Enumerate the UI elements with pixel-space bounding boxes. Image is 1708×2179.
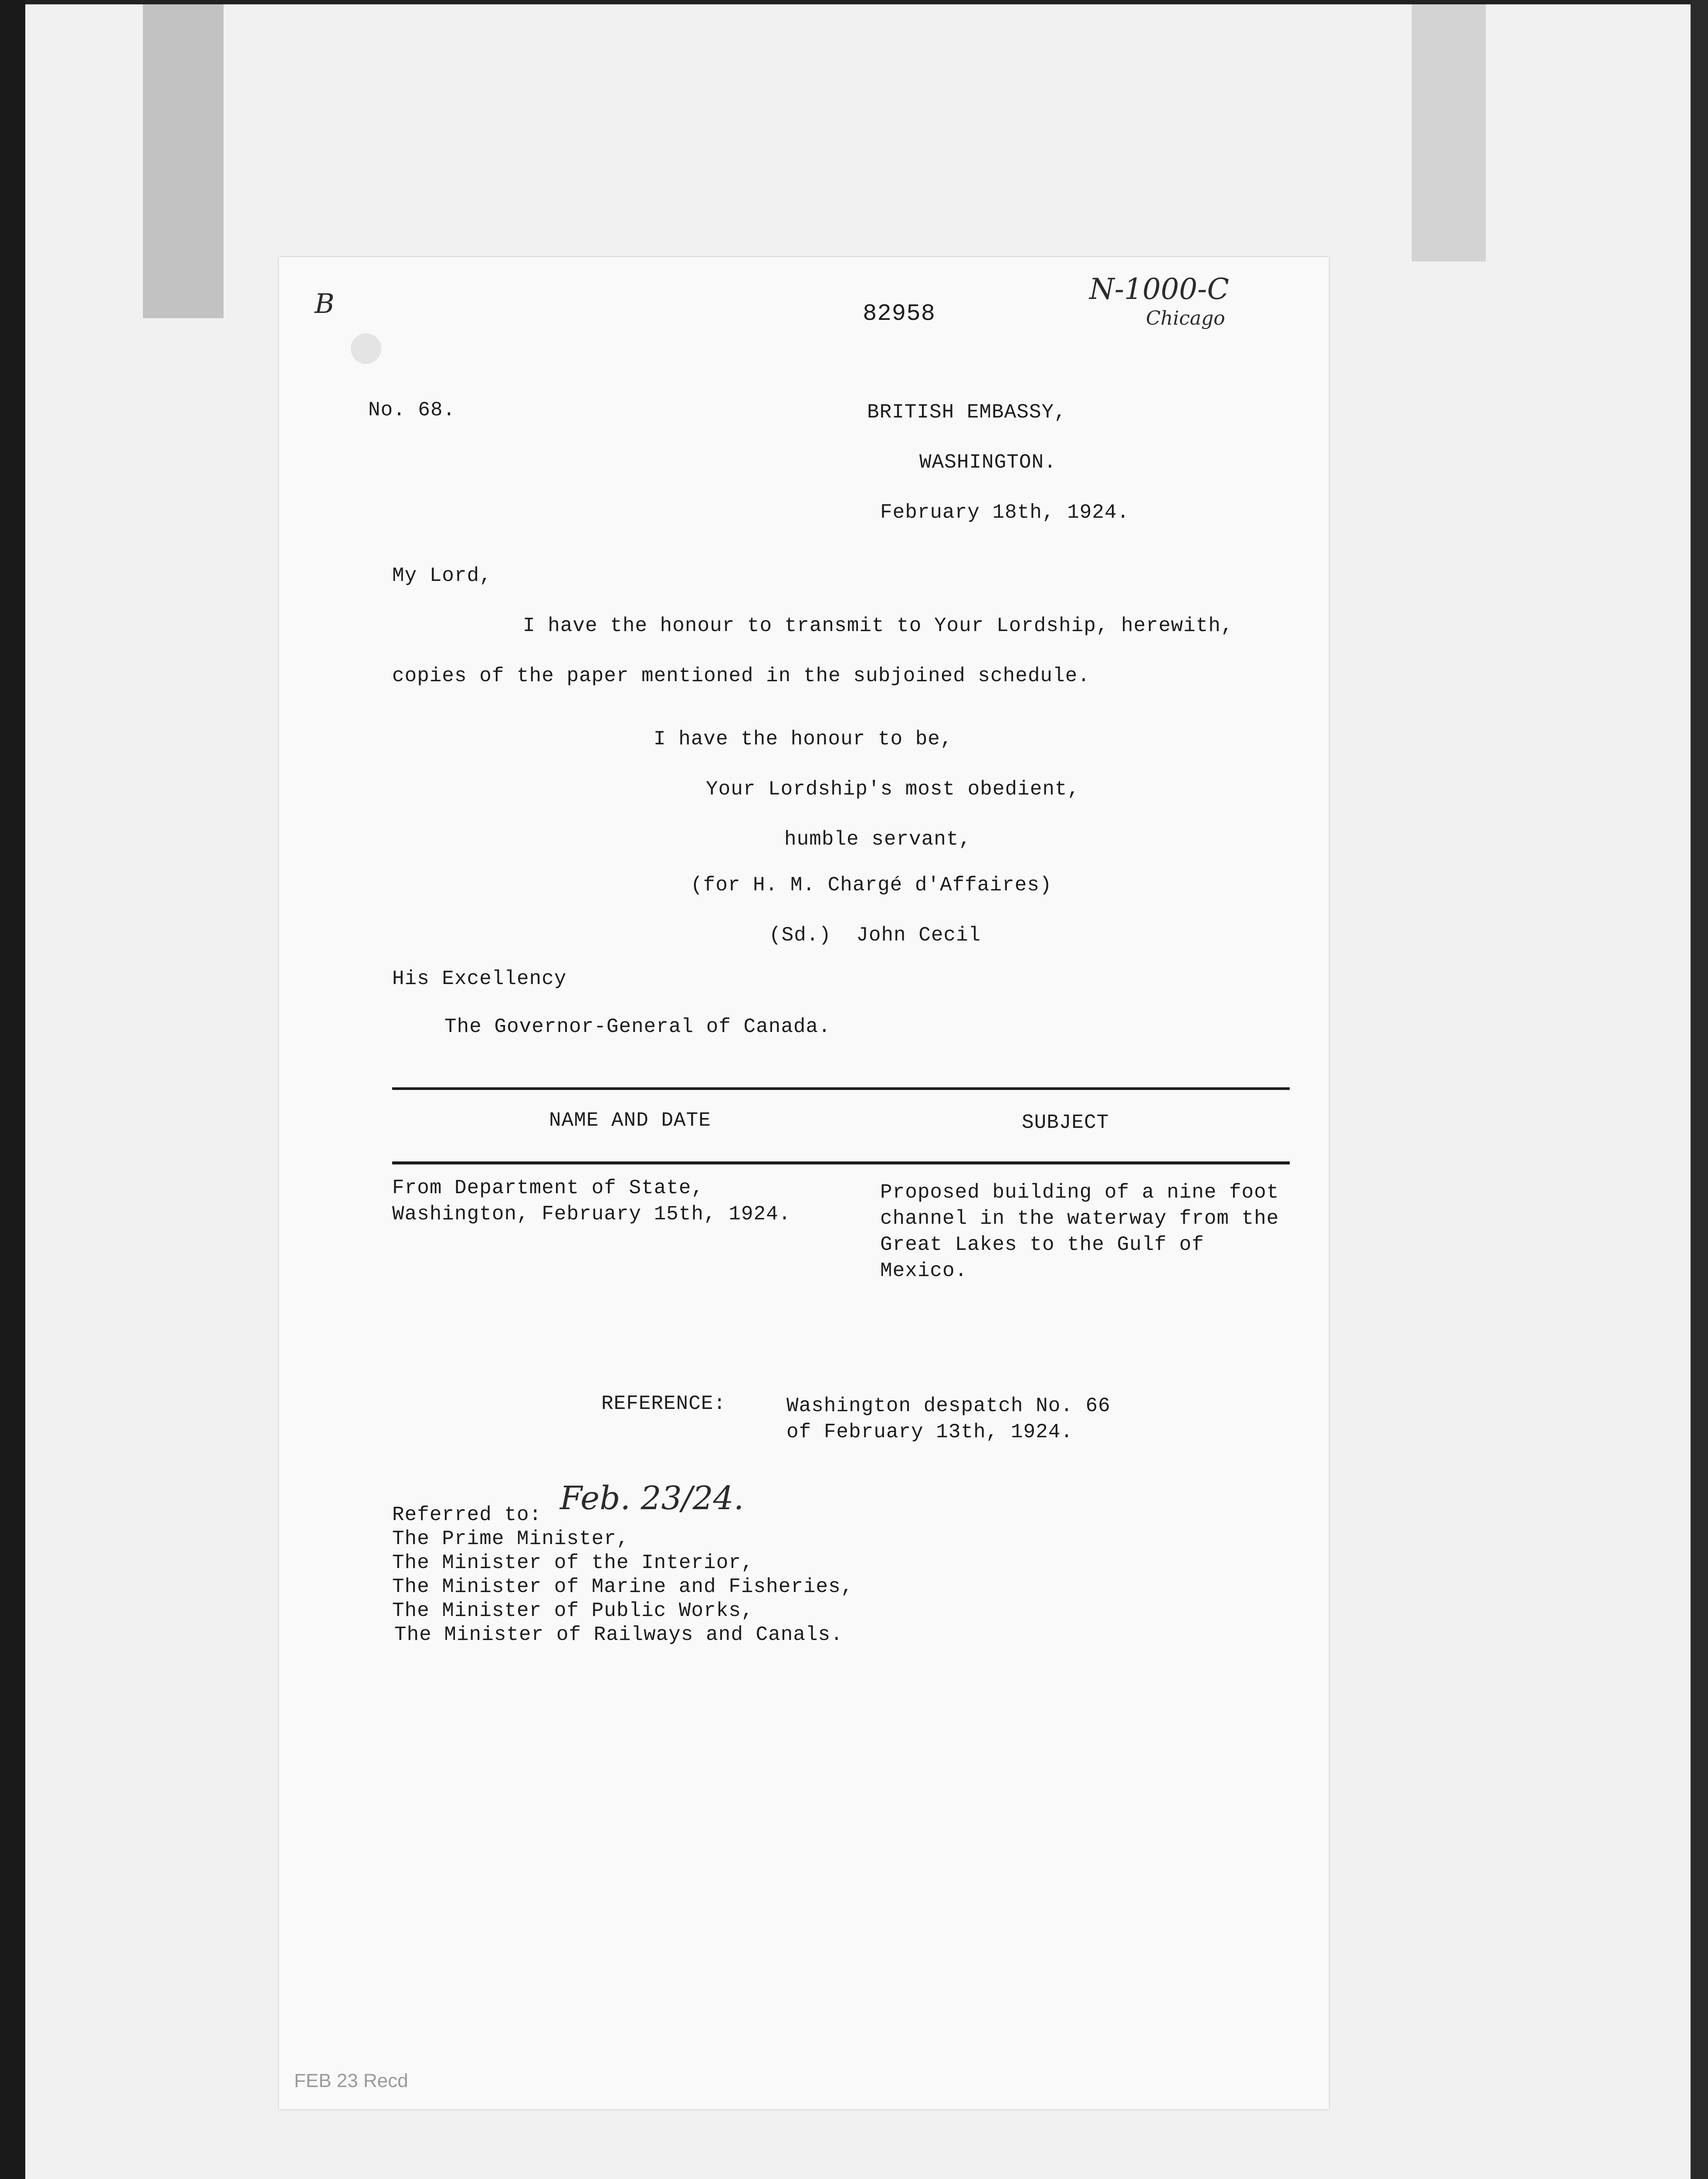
punch-hole <box>351 333 381 364</box>
sender-line2: WASHINGTON. <box>919 451 1057 474</box>
schedule-subject-line2: channel in the waterway from the <box>880 1207 1279 1230</box>
reference-line2: of February 13th, 1924. <box>786 1421 1073 1443</box>
body-line1: I have the honour to transmit to Your Lordship, herewith, <box>523 614 1234 637</box>
schedule-subject-line4: Mexico. <box>880 1259 968 1282</box>
schedule-top-rule <box>392 1087 1290 1090</box>
tape-strip <box>1412 4 1486 261</box>
referred-item: The Minister of Railways and Canals. <box>394 1623 843 1646</box>
tape-strip <box>143 4 224 318</box>
letter-page <box>279 257 1329 2109</box>
schedule-subject-line1: Proposed building of a nine foot <box>880 1181 1279 1204</box>
despatch-number: No. 68. <box>368 399 456 421</box>
sender-line1: BRITISH EMBASSY, <box>867 401 1067 424</box>
referred-item: The Minister of Marine and Fisheries, <box>392 1575 854 1598</box>
schedule-subject-line3: Great Lakes to the Gulf of <box>880 1233 1204 1256</box>
margin-mark: B <box>315 288 335 319</box>
scan-frame-top <box>0 0 1708 4</box>
referred-label: Referred to: <box>392 1504 542 1526</box>
reference-line1: Washington despatch No. 66 <box>786 1395 1111 1417</box>
signature: (Sd.) John Cecil <box>769 924 981 947</box>
salutation: My Lord, <box>392 564 492 587</box>
scan-frame-right <box>1691 0 1708 2179</box>
schedule-header-subject: SUBJECT <box>1022 1111 1109 1134</box>
schedule-header-name: NAME AND DATE <box>549 1109 711 1132</box>
handwritten-file-sub: Chicago <box>1146 307 1225 329</box>
handwritten-file-code: N-1000-C <box>1089 272 1229 306</box>
scan-frame-left <box>0 0 25 2179</box>
file-number: 82958 <box>863 301 936 327</box>
schedule-name-line1: From Department of State, <box>392 1177 704 1199</box>
closing-line1: I have the honour to be, <box>654 728 953 750</box>
received-stamp: FEB 23 Recd <box>294 2070 408 2091</box>
referred-item: The Minister of the Interior, <box>392 1551 754 1574</box>
addressee-line1: His Excellency <box>392 967 567 990</box>
closing-line2: Your Lordship's most obedient, <box>706 778 1080 801</box>
schedule-name-line2: Washington, February 15th, 1924. <box>392 1203 791 1225</box>
referred-item: The Prime Minister, <box>392 1527 629 1550</box>
body-line2: copies of the paper mentioned in the subjoined schedule. <box>392 665 1090 687</box>
schedule-bottom-rule <box>392 1161 1290 1164</box>
referred-item: The Minister of Public Works, <box>392 1599 754 1622</box>
referred-date-handwritten: Feb. 23/24. <box>560 1480 744 1517</box>
reference-label: REFERENCE: <box>601 1392 726 1415</box>
addressee-line2: The Governor-General of Canada. <box>444 1015 831 1038</box>
closing-line3: humble servant, <box>784 828 972 851</box>
letter-date: February 18th, 1924. <box>880 501 1130 524</box>
closing-line4: (for H. M. Chargé d'Affaires) <box>691 874 1052 896</box>
